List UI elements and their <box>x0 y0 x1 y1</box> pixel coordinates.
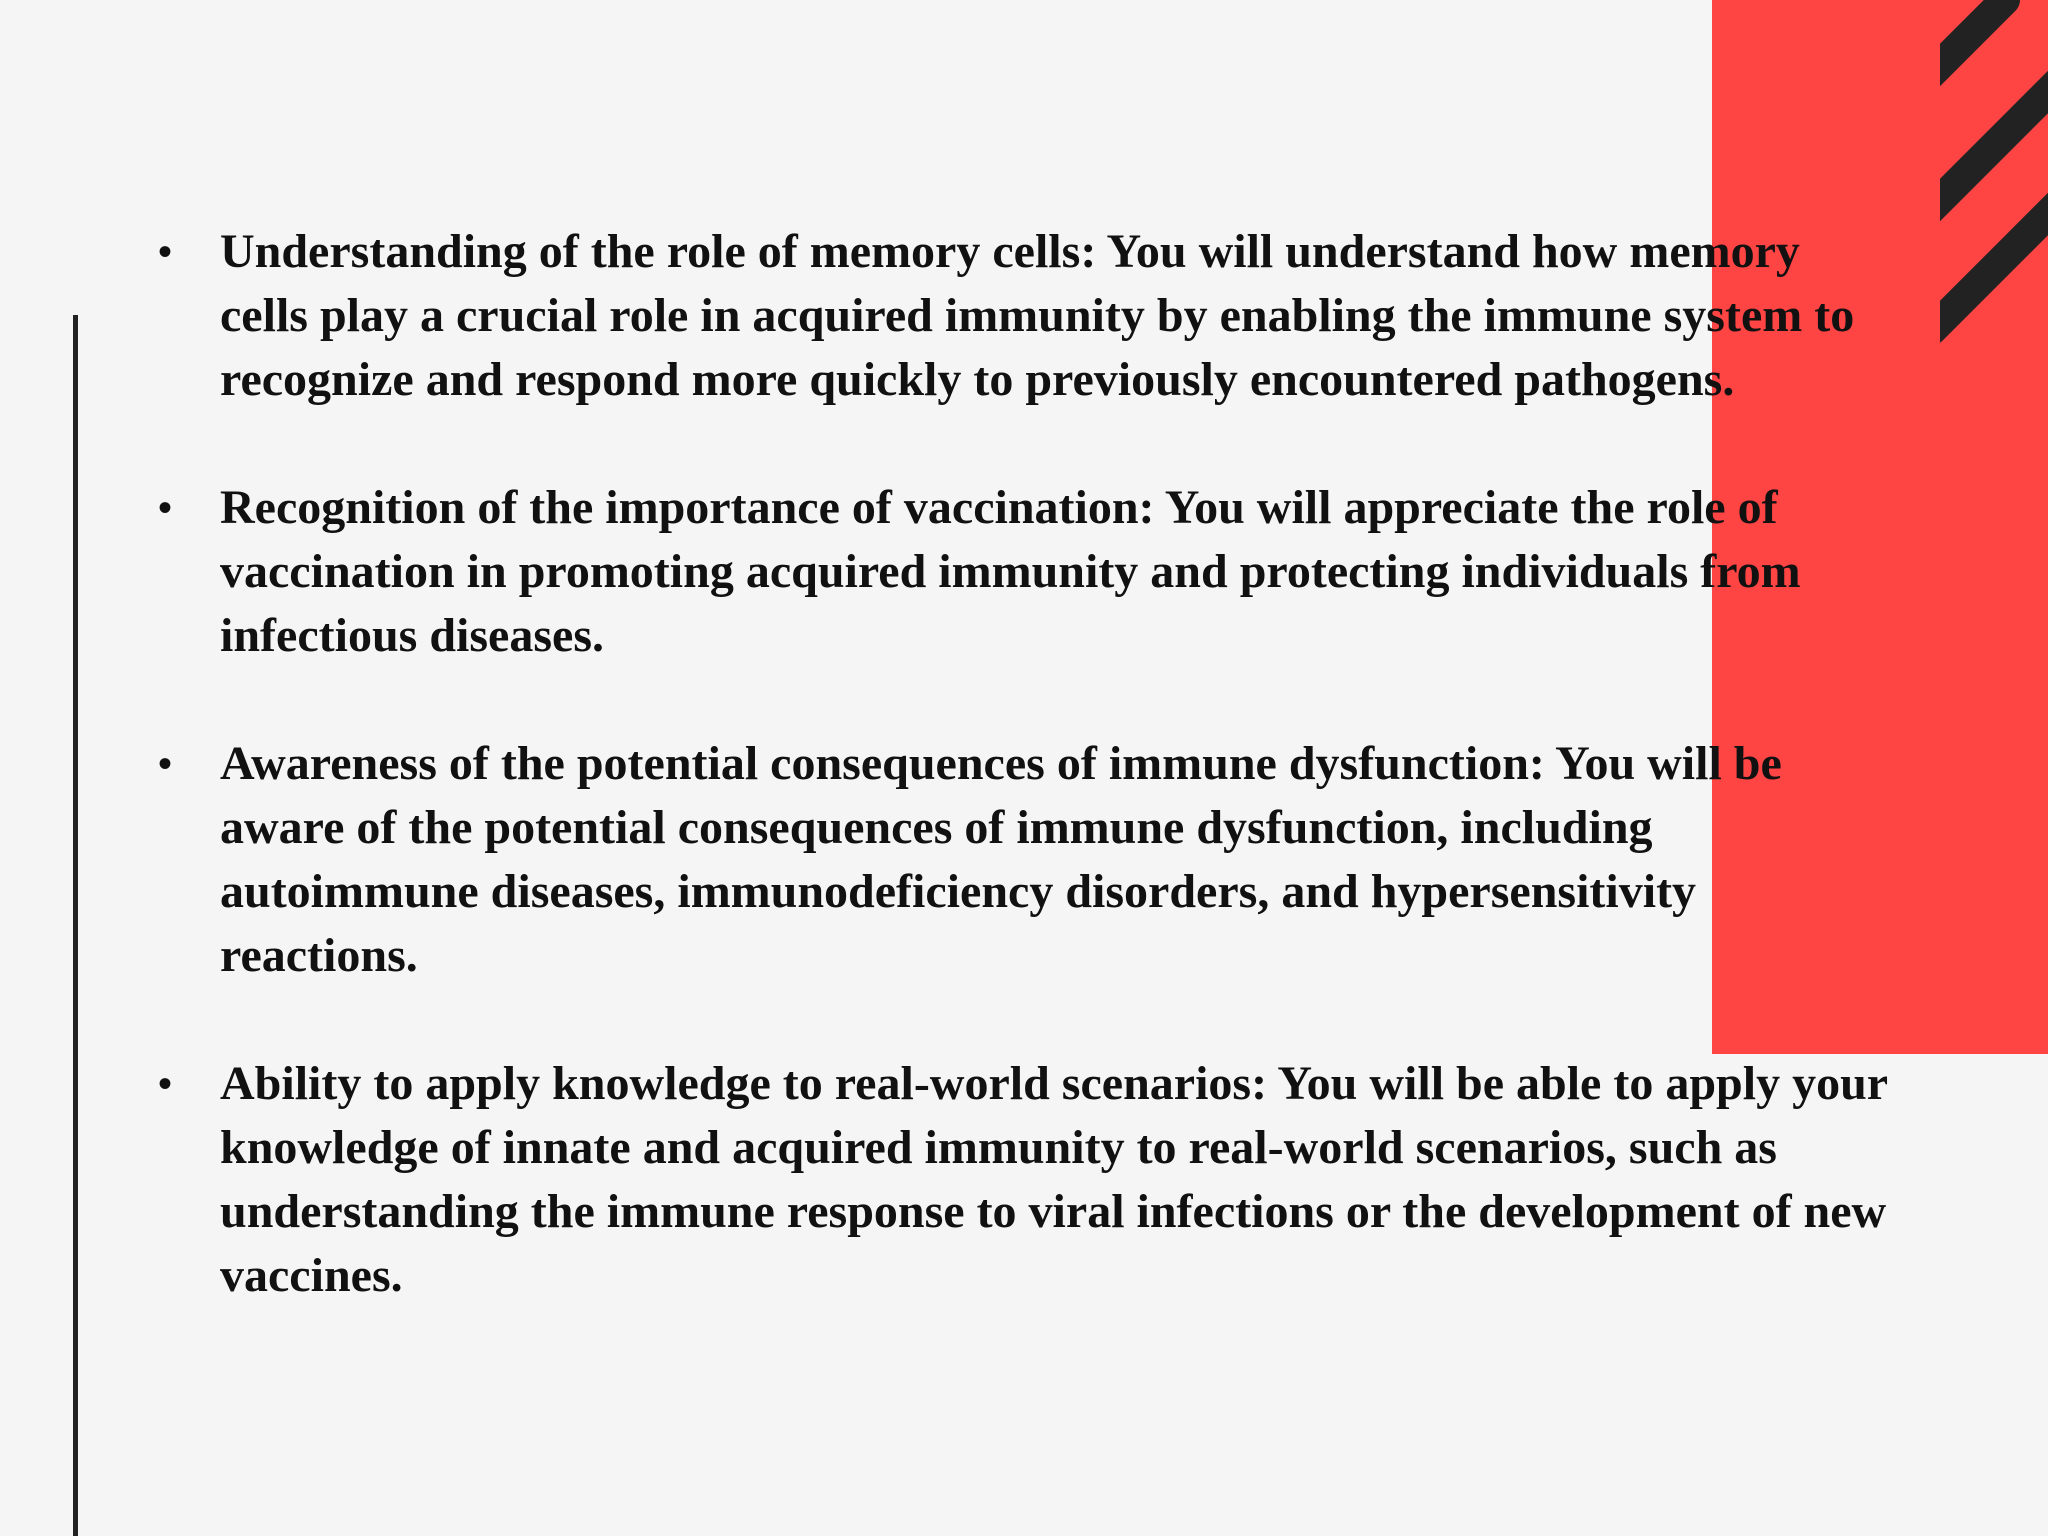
bullet-item-memory-cells <box>150 220 1890 412</box>
bullet-marker: • <box>158 229 173 274</box>
bullet-text: Awareness of the potential consequences of immune dysfunction: You will be aware of the potential consequences of immune dysfunction, including autoimmune diseases, immunodeficiency disorders, and hypersensitivity reactions. <box>220 737 1782 982</box>
bullet-text: Recognition of the importance of vaccination: You will appreciate the role of vaccination in promoting acquired immunity and protecting individuals from infectious diseases. <box>220 481 1801 662</box>
bullet-list <box>150 220 1890 1372</box>
stripe-2 <box>1940 60 2048 220</box>
bullet-marker: • <box>158 1061 173 1106</box>
stripe-1 <box>1940 0 2005 85</box>
bullet-text: Ability to apply knowledge to real-world scenarios: You will be able to apply your knowledge of innate and acquired immunity to real-world scenarios, such as understanding the immune response to viral infections or the development of new vaccines. <box>220 1057 1888 1302</box>
bullet-marker: • <box>158 485 173 530</box>
bullet-text: Understanding of the role of memory cells: You will understand how memory cells play a crucial role in acquired immunity by enabling the immune system to recognize and respond more quickly to previously encountered pathogens. <box>220 225 1855 406</box>
bullet-marker: • <box>158 741 173 786</box>
bullet-item-real-world <box>150 1052 1890 1308</box>
diagonal-stripes-decoration <box>1940 0 2048 360</box>
bullet-item-immune-dysfunction <box>150 732 1890 988</box>
left-vertical-rule <box>73 315 78 1536</box>
bullet-item-vaccination <box>150 476 1890 668</box>
